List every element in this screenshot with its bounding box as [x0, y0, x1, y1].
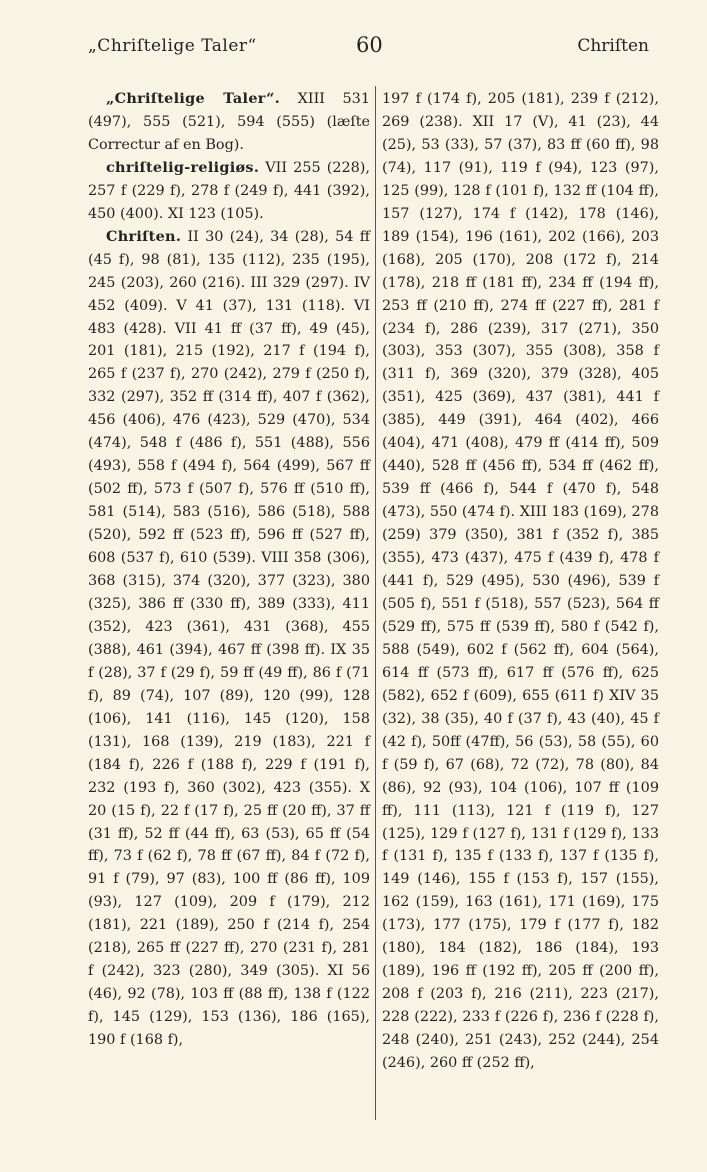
- entry-headword: „Chriſtelige Taler“.: [106, 90, 281, 107]
- entry-references: VII 255 (228), 257 f (229 f), 278 f (249 f), 441 (392), 450 (400). XI 123 (105).: [88, 159, 370, 222]
- index-entry: [88, 157, 370, 226]
- entry-headword: Chriſten.: [106, 227, 182, 245]
- entry-headword: chriſtelig-religiøs.: [106, 158, 260, 176]
- index-entry-continuation: [382, 88, 659, 1075]
- left-column: [88, 88, 370, 1052]
- entry-references: II 30 (24), 34 (28), 54 ff (45 f), 98 (81), 135 (112), 235 (195), 245 (203), 260 (216). III 329 (297). IV 452 (409). V 41 (37), 131 (118). VI 483 (428). VII 41 ff (37 ff), 49 (45), 201 (181), 215 (192), 217 f (194 f), 265 f (237 f), 270 (242), 279 f (250 f), 332 (297), 352 ff (314 ff), 407 f (362), 456 (406), 476 (423), 529 (470), 534 (474), 548 f (486 f), 551 (488), 556 (493), 558 f (494 f), 564 (499), 567 ff (502 ff), 573 f (507 f), 576 ff (510 ff), 581 (514), 583 (516), 586 (518), 588 (520), 592 ff (523 ff), 596 ff (527 ff), 608 (537 f), 610 (539). VIII 358 (306), 368 (315), 374 (320), 377 (323), 380 (325), 386 ff (330 ff), 389 (333), 411 (352), 423 (361), 431 (368), 455 (388), 461 (394), 467 ff (398 ff). IX 35 f (28), 37 f (29 f), 59 ff (49 ff), 86 f (71 f), 89 (74), 107 (89), 120 (99), 128 (106), 141 (116), 145 (120), 158 (131), 168 (139), 219 (183), 221 f (184 f), 226 f (188 f), 229 f (191 f), 232 (193 f), 360 (302), 423 (355). X 20 (15 f), 22 f (17 f), 25 ff (20 ff), 37 ff (31 ff), 52 ff (44 ff), 63 (53), 65 ff (54 ff), 73 f (62 f), 78 ff (67 ff), 84 f (72 f), 91 f (79), 97 (83), 100 ff (86 ff), 109 (93), 127 (109), 209 f (179), 212 (181), 221 (189), 250 f (214 f), 254 (218), 265 ff (227 ff), 270 (231 f), 281 f (242), 323 (280), 349 (305). XI 56 (46), 92 (78), 103 ff (88 ff), 138 f (122 f), 145 (129), 153 (136), 186 (165), 190 f (168 f),: [88, 228, 370, 1049]
- index-entry: [88, 226, 370, 1052]
- column-divider: [375, 86, 376, 1120]
- entry-references: 197 f (174 f), 205 (181), 239 f (212), 269 (238). XII 17 (V), 41 (23), 44 (25), 53 (33), 57 (37), 83 ff (60 ff), 98 (74), 117 (91), 119 f (94), 123 (97), 125 (99), 128 f (101 f), 132 ff (104 ff), 157 (127), 174 f (142), 178 (146), 189 (154), 196 (161), 202 (166), 203 (168), 205 (170), 208 (172 f), 214 (178), 218 ff (181 ff), 234 ff (194 ff), 253 ff (210 ff), 274 ff (227 ff), 281 f (234 f), 286 (239), 317 (271), 350 (303), 353 (307), 355 (308), 358 f (311 f), 369 (320), 379 (328), 405 (351), 425 (369), 437 (381), 441 f (385), 449 (391), 464 (402), 466 (404), 471 (408), 479 ff (414 ff), 509 (440), 528 ff (456 ff), 534 ff (462 ff), 539 ff (466 f), 544 f (470 f), 548 (473), 550 (474 f). XIII 183 (169), 278 (259) 379 (350), 381 f (352 f), 385 (355), 473 (437), 475 f (439 f), 478 f (441 f), 529 (495), 530 (496), 539 f (505 f), 551 f (518), 557 (523), 564 ff (529 ff), 575 ff (539 ff), 580 f (542 f), 588 (549), 602 f (562 ff), 604 (564), 614 ff (573 ff), 617 ff (576 ff), 625 (582), 652 f (609), 655 (611 f) XIV 35 (32), 38 (35), 40 f (37 f), 43 (40), 45 f (42 f), 50ff (47ff), 56 (53), 58 (55), 60 f (59 f), 67 (68), 72 (72), 78 (80), 84 (86), 92 (93), 104 (106), 107 ff (109 ff), 111 (113), 121 f (119 f), 127 (125), 129 f (127 f), 131 f (129 f), 133 f (131 f), 135 f (133 f), 137 f (135 f), 149 (146), 155 f (153 f), 157 (155), 162 (159), 163 (161), 171 (169), 175 (173), 177 (175), 179 f (177 f), 182 (180), 184 (182), 186 (184), 193 (189), 196 ff (192 ff), 205 ff (200 ff), 208 f (203 f), 216 (211), 223 (217), 228 (222), 233 f (226 f), 236 f (228 f), 248 (240), 251 (243), 252 (244), 254 (246), 260 ff (252 ff),: [382, 91, 659, 1072]
- header-left-catchword: „Chriſtelige Taler“: [88, 36, 257, 56]
- entry-references: XIII 531 (497), 555 (521), 594 (555) (læſte Correctur af en Bog).: [88, 91, 370, 153]
- header-right-catchword: Chriſten: [577, 36, 649, 56]
- running-header: [88, 33, 649, 66]
- page-number: 60: [356, 33, 383, 57]
- index-entry: [88, 88, 370, 157]
- right-column: [382, 88, 659, 1075]
